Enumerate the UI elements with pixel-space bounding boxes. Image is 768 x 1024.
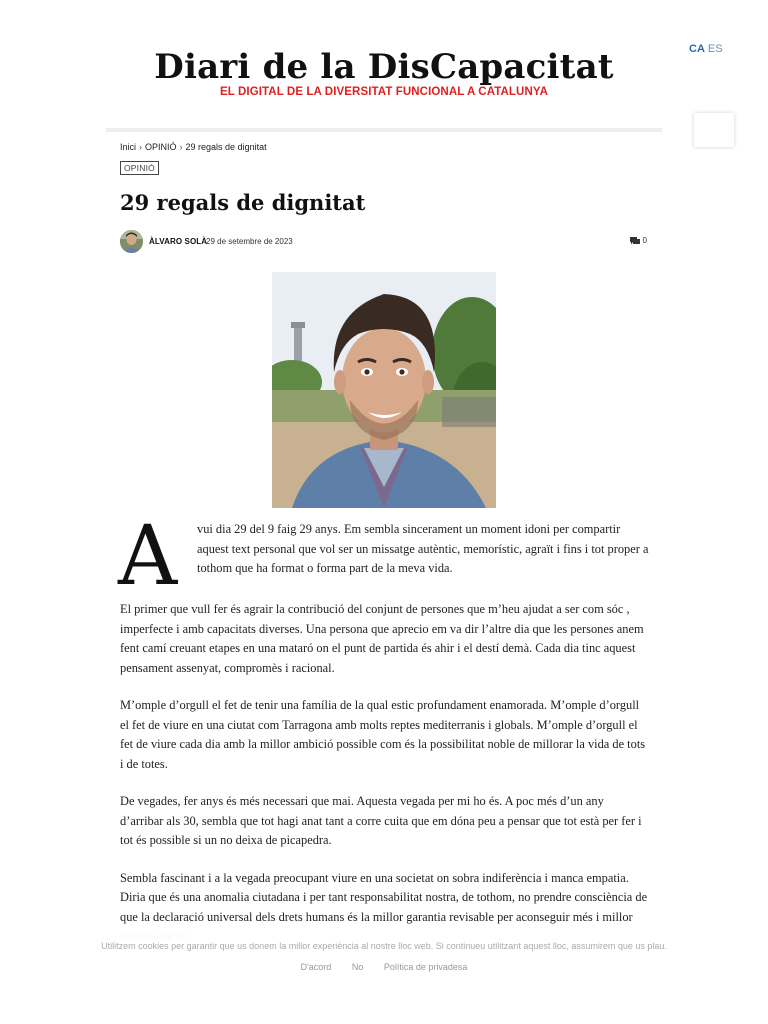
comment-count[interactable] [630, 236, 647, 245]
breadcrumb-home-link[interactable]: Inici [120, 142, 137, 152]
article-title: 29 regals de dignitat [120, 190, 366, 215]
article-paragraph: M’omple d’orgull el fet de tenir una família de la qual estic profundament enamorada. M’omple d’orgull el fet de viure en una ciutat com Tarragona amb molts reptes mediterranis i globals. M’omple d’orgull el fet de viure cada dia amb la millor ambició possible com és la possibilitat noble de millorar la vida de tots i de totes. [120, 698, 646, 771]
cookie-message: Utilitzem cookies per garantir que us donem la millor experiència al nostre lloc web. Si continueu utilitzant aquest lloc, assumirem que us plau. [101, 941, 667, 951]
breadcrumb-separator: › [139, 142, 143, 152]
author-name[interactable]: ÀLVARO SOLÀ [149, 237, 208, 246]
article-meta [120, 230, 650, 254]
article-paragraph: De vegades, fer anys és més necessari que mai. Aquesta vegada per mi ho és. A poc més d’un any d’arribar als 30, sembla que tot hagi anat tant a corre cuita que em dóna peu a pensar que tot està per fer i tot és possible si un no deixa de picapedra. [120, 794, 642, 847]
cookie-decline-button[interactable]: No [351, 962, 364, 972]
lang-ca-link[interactable]: CA [689, 43, 705, 55]
breadcrumb [120, 142, 650, 152]
first-paragraph [118, 509, 650, 604]
article-paragraph: El primer que vull fer és agrair la contribució del conjunt de persones que m’heu ajudat a ser com sóc , imperfecte i amb capacitats diverses. Una persona que aprecio em va dir l’altre dia que les persones anem fent camí creuant etapes en una mataró on el punt de partida és ahir i el destí demà. Cada dia tinc aquest pensament assenyat, compromès i racional. [120, 602, 644, 675]
site-tagline: EL DIGITAL DE LA DIVERSITAT FUNCIONAL A CATALUNYA [220, 86, 548, 98]
cookie-banner [0, 928, 768, 1024]
lang-es-link[interactable]: ES [707, 43, 723, 55]
cookie-actions [0, 962, 768, 972]
article-body [118, 509, 650, 965]
breadcrumb-section-link[interactable]: OPINIÓ [145, 142, 177, 152]
publish-date: 29 de setembre de 2023 [206, 237, 293, 246]
author-photo [272, 272, 496, 508]
category-tag[interactable]: OPINIÓ [120, 161, 159, 175]
article-paragraph: Sembla fascinant i a la vegada preocupant viure en una societat on sobra indiferència i manca empatia. Diria que és una anomalia ciutadana i per tant responsabilitat nostra, de tothom, no prendre consciència de que la declaració universal dels drets humans és la millor garantia revisable per aconseguir més i millor [120, 870, 648, 924]
breadcrumb-separator: › [179, 142, 183, 152]
comment-icon [630, 237, 640, 245]
privacy-policy-link[interactable]: Política de privadesa [383, 962, 468, 972]
side-widget-button[interactable] [694, 113, 734, 147]
drop-cap: A [118, 509, 178, 604]
author-avatar[interactable] [120, 230, 143, 253]
article-header [120, 142, 650, 254]
header-divider [106, 128, 662, 132]
breadcrumb-current: 29 regals de dignitat [185, 142, 267, 152]
site-title[interactable]: Diari de la DisCapacitat [154, 47, 614, 87]
first-paragraph-text: vui dia 29 del 9 faig 29 anys. Em sembla sincerament un moment idoni per compartir aquest text personal que vol ser un missatge autèntic, memorístic, agraït i fins i tot proper a tothom que ha format o forma part de la meva vida. [197, 522, 649, 575]
comment-count-value: 0 [642, 236, 647, 245]
site-header [0, 48, 768, 98]
cookie-accept-button[interactable]: D'acord [300, 962, 332, 972]
